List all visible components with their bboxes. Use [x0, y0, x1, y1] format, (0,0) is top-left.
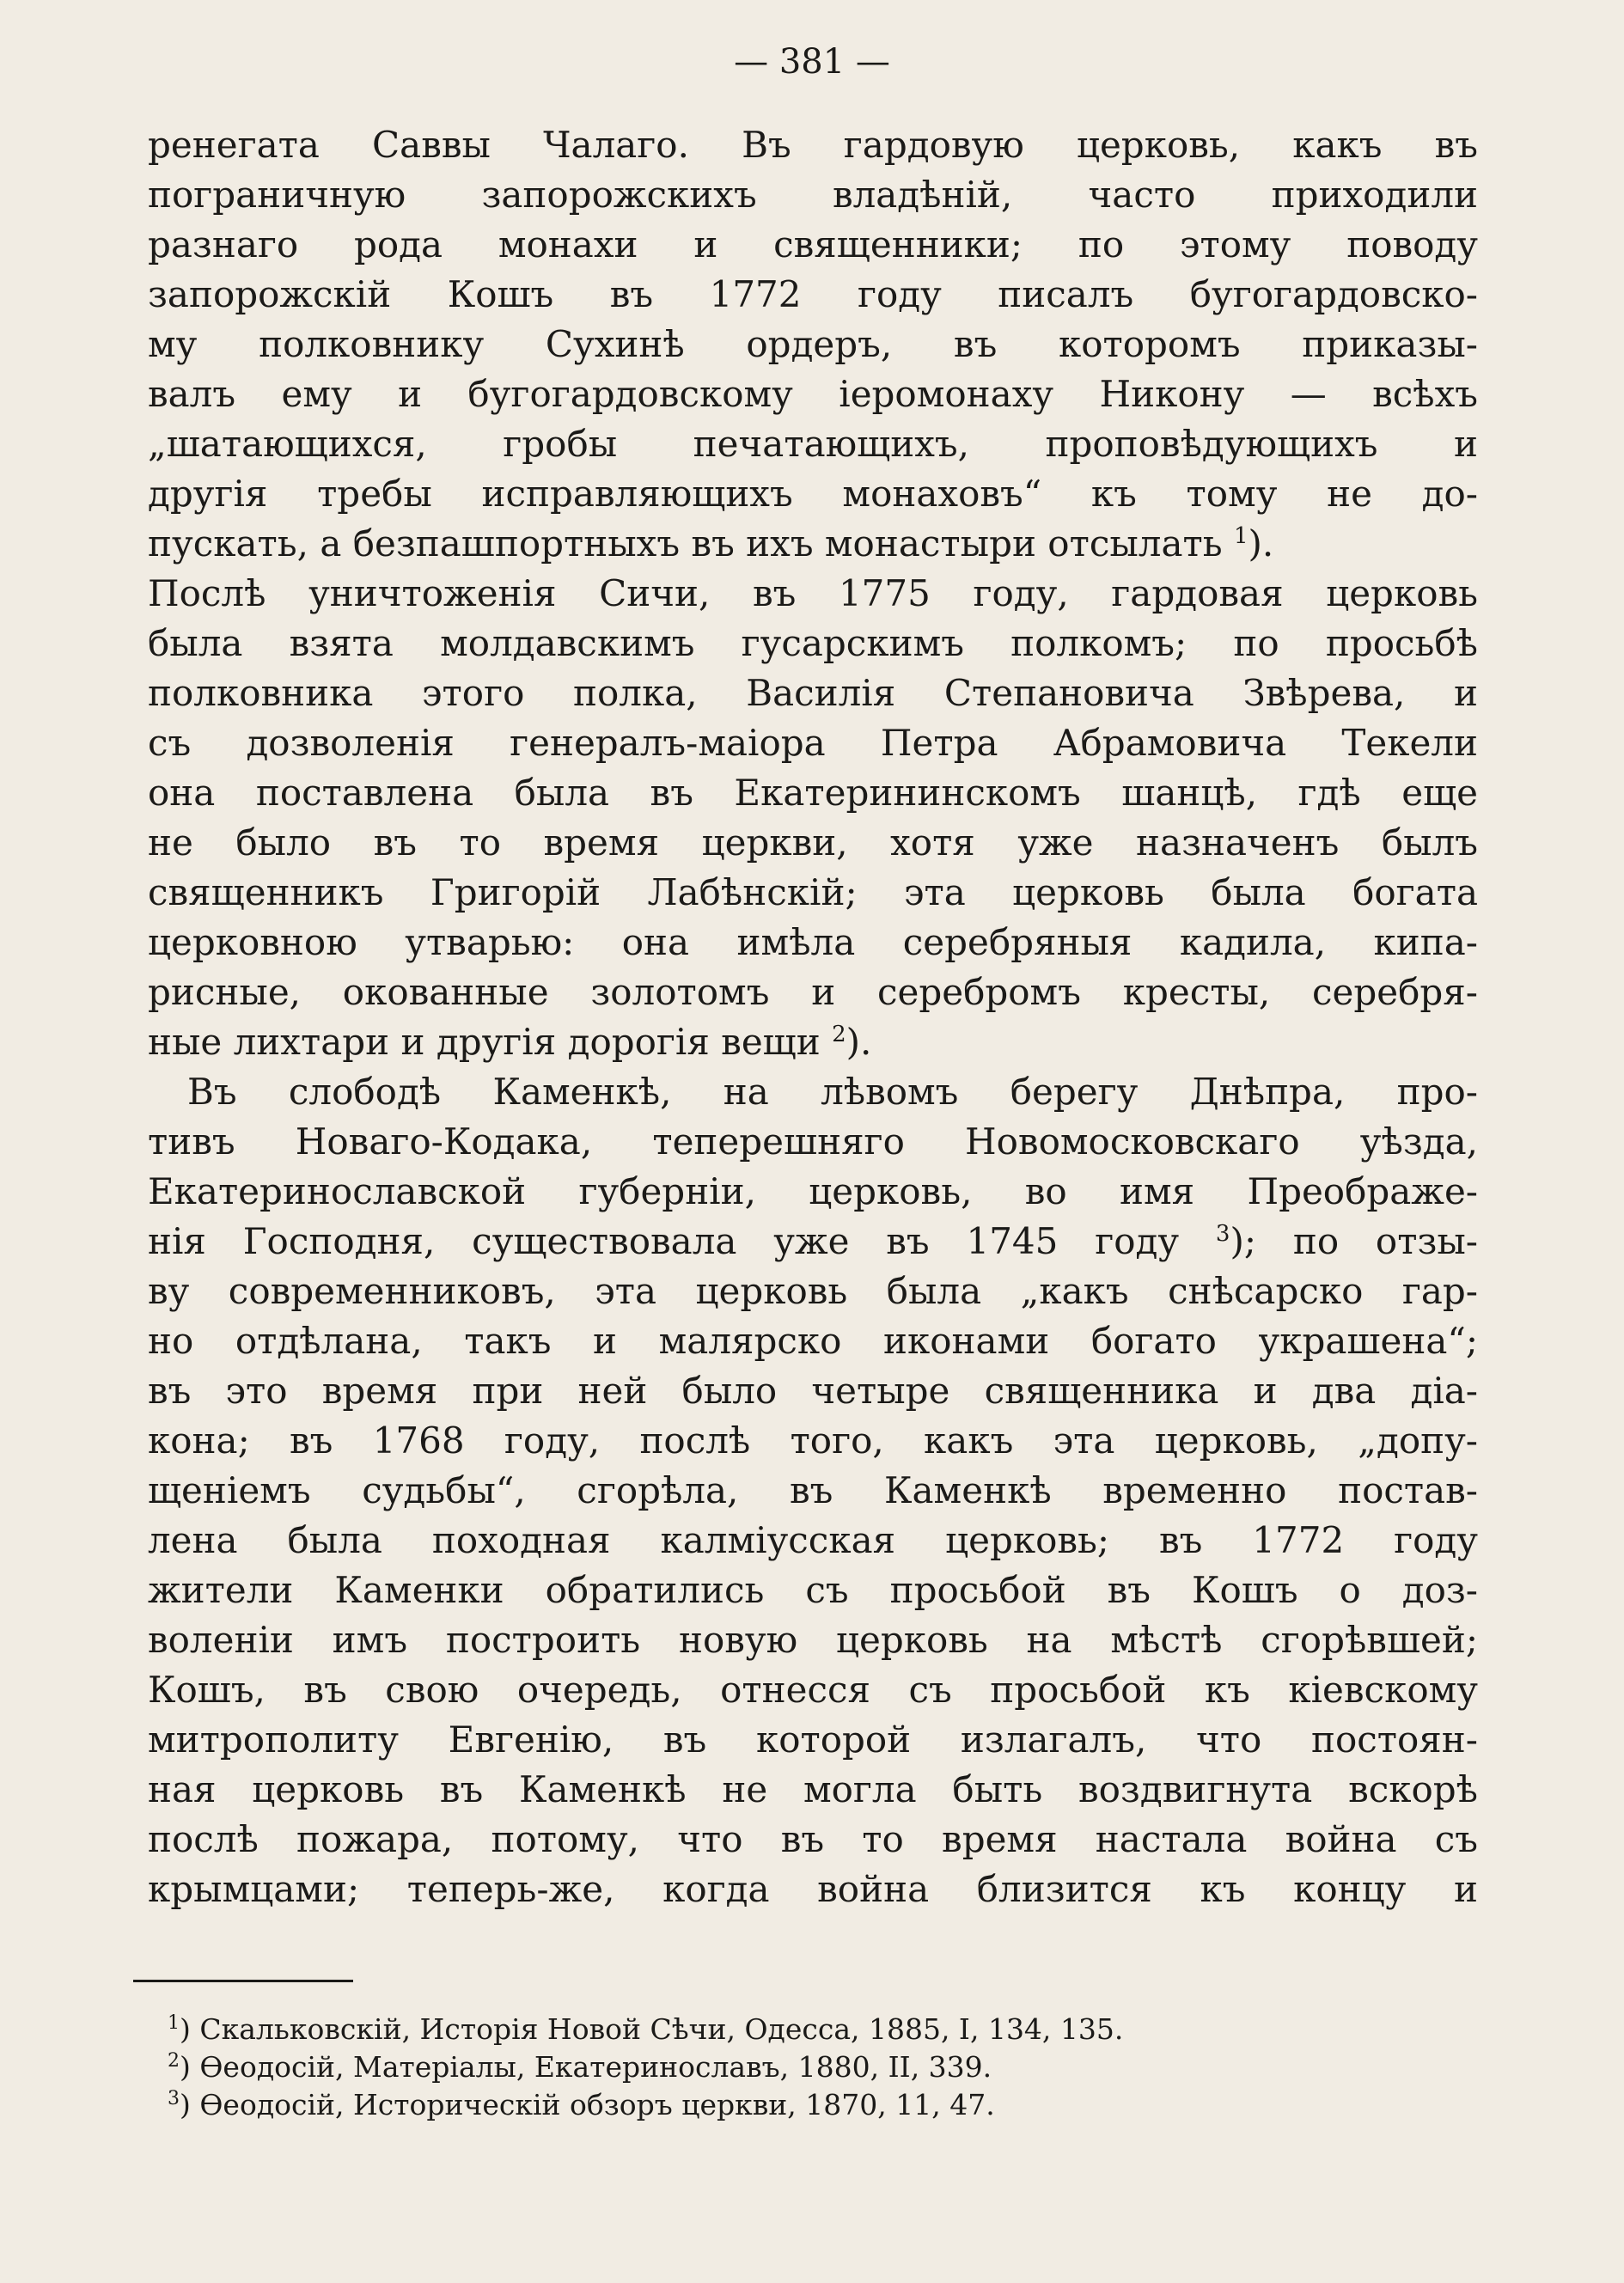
text-line: пускать, а безпашпортныхъ въ ихъ монастыри отсылать [148, 522, 1223, 565]
text-line: Въ слободѣ Каменкѣ, на лѣвомъ берегу Днѣпра, про- [187, 1071, 1478, 1113]
text-line: ная церковь въ Каменкѣ не могла быть воздвигнута вскорѣ [148, 1768, 1478, 1810]
text-line: „шатающихся, гробы печатающихъ, проповѣдующихъ и [148, 423, 1478, 465]
text-line: съ дозволенія генералъ-маіора Петра Абрамовича Текели [148, 722, 1478, 764]
text-line: была взята молдавскимъ гусарскимъ полкомъ; по просьбѣ [148, 622, 1478, 664]
footnote-ref-close: ). [846, 1021, 872, 1063]
text-line: лена была походная калміусская церковь; въ 1772 году [148, 1519, 1478, 1561]
footnote-mark-close: ) [180, 2050, 191, 2084]
text-line: валъ ему и бугогардовскому іеромонаху Никону — всѣхъ [148, 373, 1478, 415]
text-line: церковною утварью: она имѣла серебряныя кадила, кипа- [148, 921, 1478, 963]
text-line: ву современниковъ, эта церковь была „какъ снѣсарско гар- [148, 1270, 1478, 1312]
text-line: Послѣ уничтоженія Сичи, въ 1775 году, гардовая церковь [148, 572, 1478, 614]
text-line-with-ref [148, 1217, 1478, 1267]
text-line: кона; въ 1768 году, послѣ того, какъ эта церковь, „допу- [148, 1419, 1478, 1462]
footnote-text: Ѳеодосій, Историческій обзоръ церкви, 1870, 11, 47. [199, 2088, 995, 2121]
text-line: рисные, окованные золотомъ и серебромъ кресты, серебря- [148, 971, 1478, 1013]
footnote-text: Скальковскій, Исторія Новой Сѣчи, Одесса, 1885, I, 134, 135. [199, 2012, 1124, 2046]
text-line: жители Каменки обратились съ просьбой въ Кошъ о доз- [148, 1569, 1478, 1611]
text-line: митрополиту Евгенію, въ которой излагалъ, что постоян- [148, 1718, 1478, 1761]
text-line: полковника этого полка, Василія Степановича Звѣрева, и [148, 672, 1478, 714]
text-line: ренегата Саввы Чалаго. Въ гардовую церковь, какъ въ [148, 124, 1478, 166]
footnote-ref-close: ). [1248, 522, 1274, 565]
text-line: крымцами; теперь-же, когда война близится къ концу и [148, 1868, 1478, 1910]
footnote-divider [133, 1980, 353, 1982]
footnote-ref-close: ); по отзы- [1230, 1220, 1478, 1262]
footnote-2 [168, 2048, 1371, 2086]
footnotes [168, 2011, 1371, 2124]
text-line: но отдѣлана, такъ и малярско иконами богато украшена“; [148, 1320, 1478, 1362]
text-line: воленіи имъ построить новую церковь на мѣстѣ сгорѣвшей; [148, 1619, 1478, 1661]
footnote-1 [168, 2011, 1371, 2048]
page-number: — 381 — [734, 42, 890, 82]
text-line: Екатеринославской губерніи, церковь, во имя Преображе- [148, 1170, 1478, 1212]
footnote-mark: 2 [168, 2050, 180, 2072]
text-line: послѣ пожара, потому, что въ то время настала война съ [148, 1818, 1478, 1860]
footnote-mark-close: ) [180, 2012, 191, 2046]
footnote-mark: 1 [168, 2012, 180, 2034]
text-line: запорожскій Кошъ въ 1772 году писалъ бугогардовско- [148, 273, 1478, 315]
text-line: не было въ то время церкви, хотя уже назначенъ былъ [148, 821, 1478, 864]
text-line-with-ref [148, 519, 1478, 569]
text-line: щеніемъ судьбы“, сгорѣла, въ Каменкѣ временно постав- [148, 1469, 1478, 1511]
footnote-3 [168, 2086, 1371, 2124]
text-line: Кошъ, въ свою очередь, отнесся съ просьбой къ кіевскому [148, 1669, 1478, 1711]
footnote-ref: 1 [1233, 523, 1249, 549]
text-line: тивъ Новаго-Кодака, теперешняго Новомосковскаго уѣзда, [148, 1120, 1478, 1163]
footnote-mark: 3 [168, 2088, 180, 2109]
text-line: священникъ Григорій Лабѣнскій; эта церковь была богата [148, 871, 1478, 913]
text-line: она поставлена была въ Екатерининскомъ шанцѣ, гдѣ еще [148, 772, 1478, 814]
text-line-with-ref [148, 1017, 1478, 1067]
footnote-mark-close: ) [180, 2088, 191, 2121]
text-line: другія требы исправляющихъ монаховъ“ къ тому не до- [148, 473, 1478, 515]
footnote-ref: 3 [1215, 1221, 1230, 1247]
text-line: му полковнику Сухинѣ ордеръ, въ которомъ приказы- [148, 323, 1478, 365]
footnote-ref: 2 [832, 1022, 846, 1047]
text-line: нія Господня, существовала уже въ 1745 году [148, 1220, 1180, 1262]
footnote-text: Ѳеодосій, Матеріалы, Екатеринославъ, 1880, II, 339. [199, 2050, 992, 2084]
text-line: пограничную запорожскихъ владѣній, часто приходили [148, 174, 1478, 216]
text-line: въ это время при ней было четыре священника и два діа- [148, 1370, 1478, 1412]
main-text [148, 120, 1478, 1914]
text-line: ные лихтари и другія дорогія вещи [148, 1021, 821, 1063]
text-line: разнаго рода монахи и священники; по этому поводу [148, 223, 1478, 266]
